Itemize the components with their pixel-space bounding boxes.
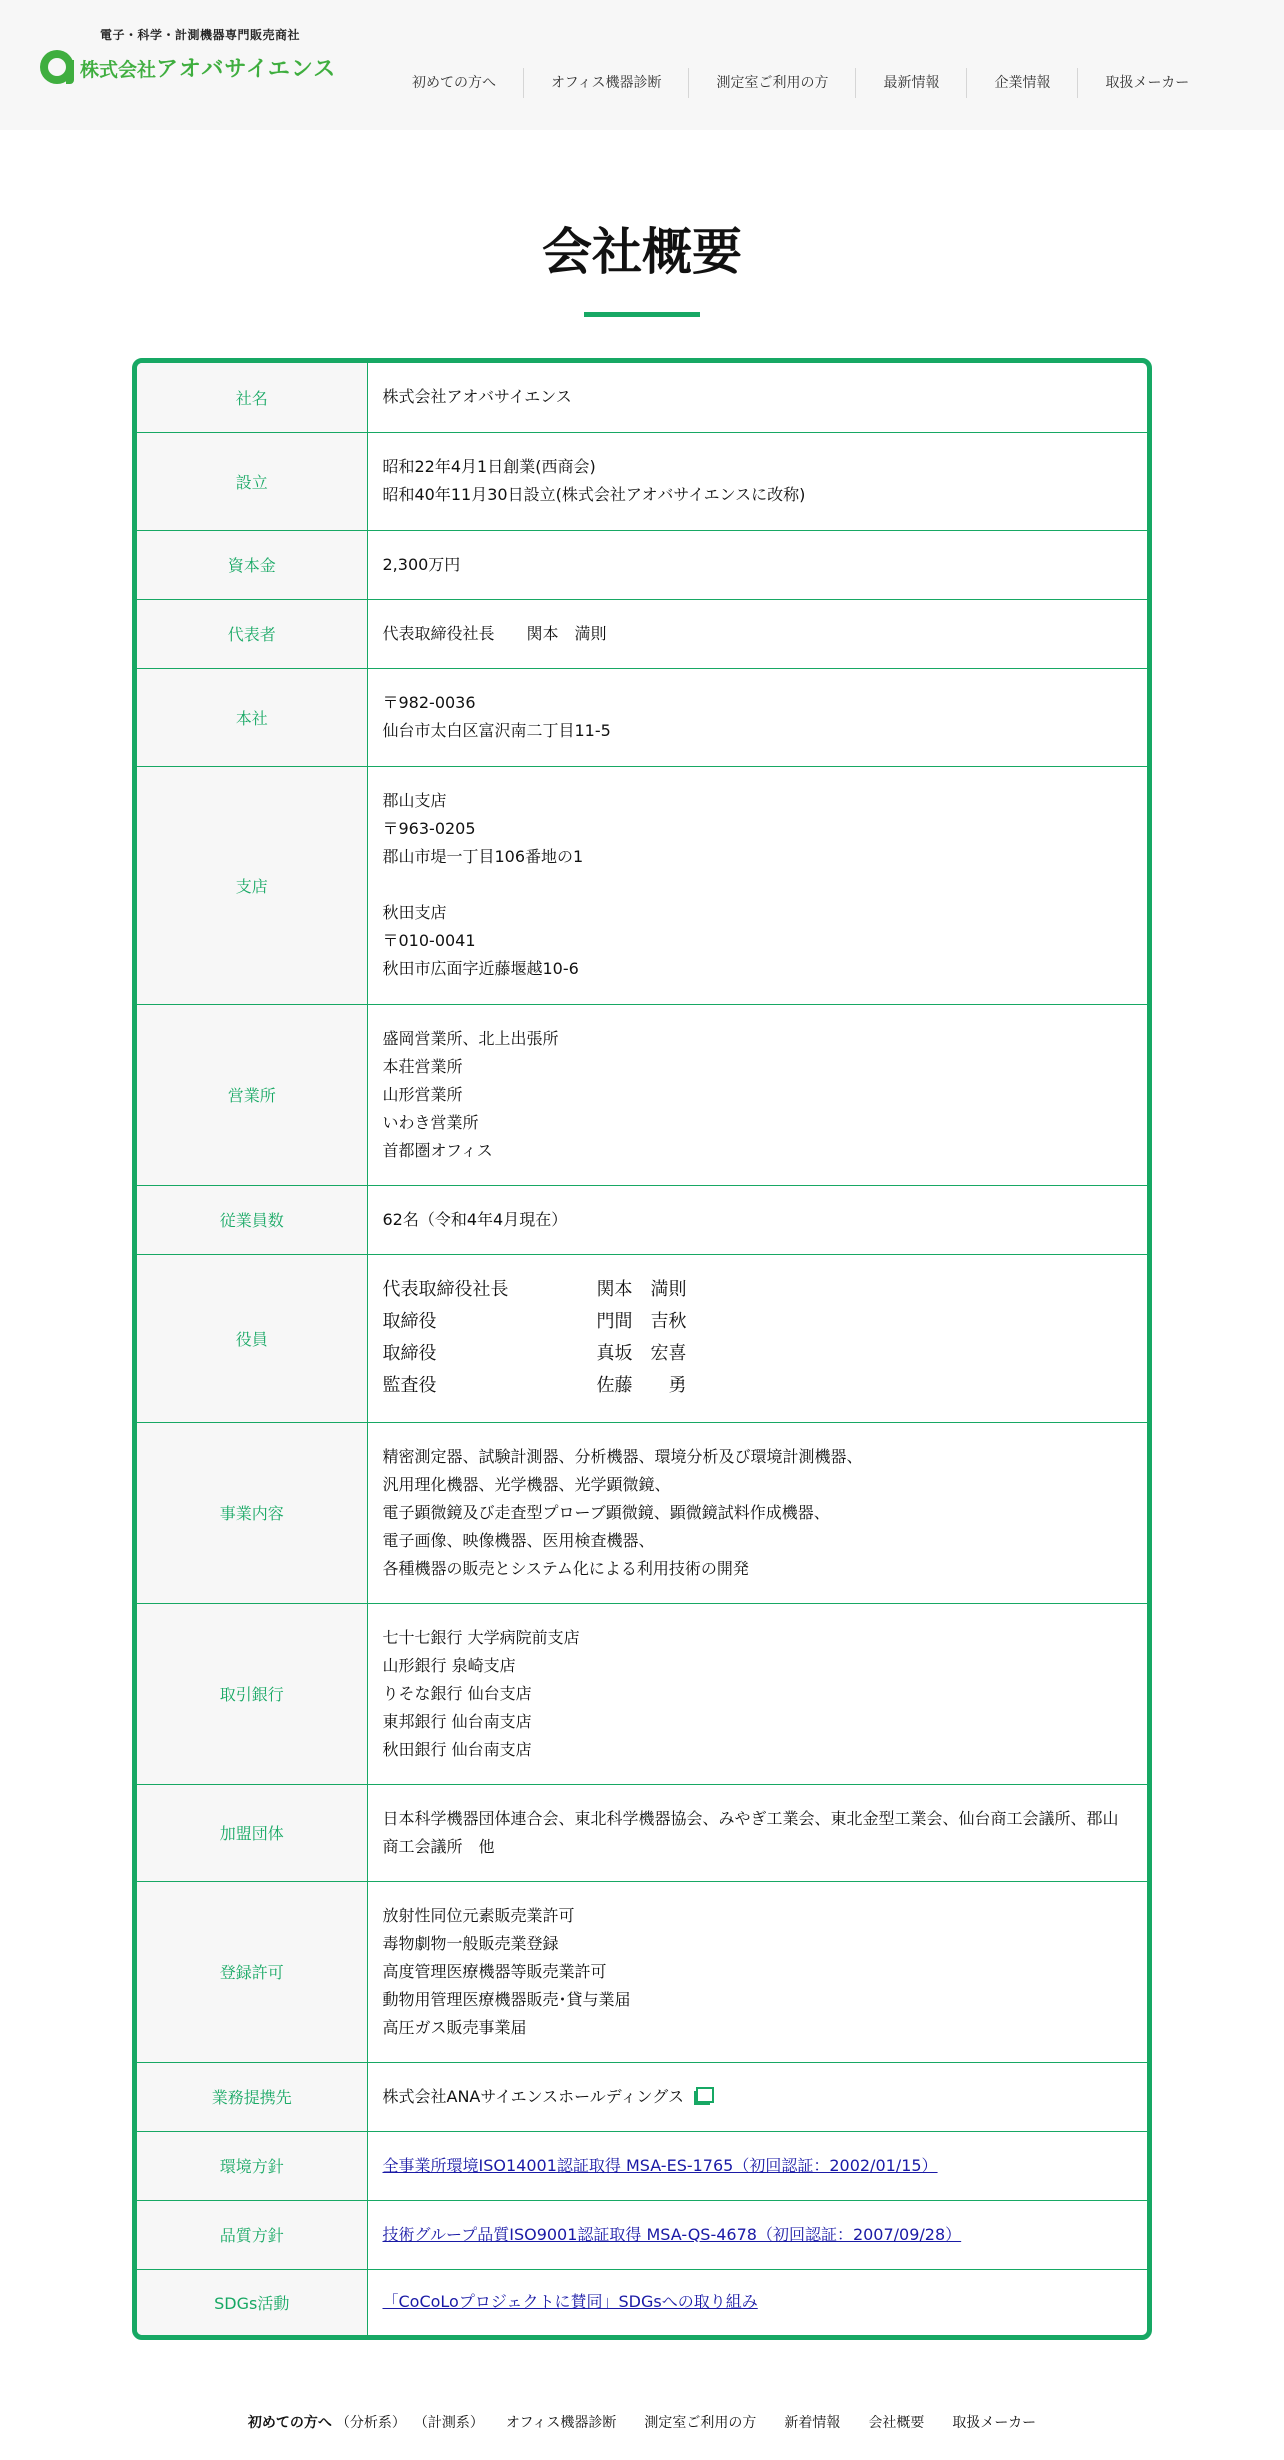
employees-value: 62名（令和4年4月現在） bbox=[382, 1209, 568, 1229]
license-line: 放射性同位元素販売業許可 bbox=[382, 1905, 575, 1925]
business-line: 電子画像、映像機器、医用検査機器、 bbox=[382, 1530, 655, 1550]
office-line: 山形営業所 bbox=[382, 1084, 463, 1104]
hq-address: 仙台市太白区富沢南二丁目11-5 bbox=[382, 721, 611, 740]
branch-line: 〒963-0205 bbox=[382, 819, 476, 838]
table-row bbox=[137, 2269, 1147, 2335]
office-line: いわき営業所 bbox=[382, 1112, 479, 1132]
office-line: 首都圏オフィス bbox=[382, 1140, 493, 1160]
row-label-sdgs: SDGs活動 bbox=[137, 2269, 367, 2335]
table-row bbox=[137, 766, 1147, 1004]
row-value-branches bbox=[367, 766, 1147, 1004]
row-label-quality: 品質方針 bbox=[137, 2200, 367, 2269]
officer-row bbox=[383, 1306, 1133, 1338]
officer-title: 代表取締役社長 bbox=[382, 1279, 509, 1300]
company-name: 株式会社アオバサイエンス bbox=[382, 387, 572, 407]
bank-line: 秋田銀行 仙台南支店 bbox=[382, 1739, 532, 1759]
license-line: 高圧ガス販売事業届 bbox=[382, 2017, 527, 2037]
branch-line: 郡山支店 bbox=[382, 791, 447, 810]
row-label-capital: 資本金 bbox=[137, 530, 367, 599]
row-label-banks: 取引銀行 bbox=[137, 1603, 367, 1784]
quality-iso-link[interactable]: 技術グループ品質ISO9001認証取得 MSA-QS-4678（初回認証：2007/09/28） bbox=[382, 2224, 962, 2244]
row-value-hq bbox=[367, 668, 1147, 766]
officer-name: 佐藤 勇 bbox=[596, 1375, 687, 1396]
founded-line: 昭和22年4月1日創業(西商会) bbox=[382, 457, 596, 476]
representative-value: 代表取締役社長 関本 満則 bbox=[382, 623, 607, 643]
nav-company[interactable]: 企業情報 bbox=[966, 68, 1077, 98]
footer-first-time[interactable]: 初めての方へ bbox=[247, 2415, 332, 2431]
table-row bbox=[137, 1422, 1147, 1603]
branch-line: 郡山市堤一丁目106番地の1 bbox=[382, 847, 584, 866]
row-value-name bbox=[367, 363, 1147, 432]
footer-nav bbox=[0, 2412, 1284, 2432]
footer-measurement-room[interactable]: 測定室ご利用の方 bbox=[644, 2415, 757, 2431]
business-line: 精密測定器、試験計測器、分析機器、環境分析及び環境計測機器、 bbox=[382, 1446, 863, 1466]
footer-company[interactable]: 会社概要 bbox=[868, 2415, 925, 2431]
partner-name: 株式会社ANAサイエンスホールディングス bbox=[382, 2086, 685, 2106]
logo-text bbox=[80, 52, 336, 83]
officer-name: 真坂 宏喜 bbox=[596, 1343, 687, 1364]
row-label-hq: 本社 bbox=[137, 668, 367, 766]
table-row bbox=[137, 432, 1147, 530]
row-value-offices bbox=[367, 1004, 1147, 1185]
license-line: 動物用管理医療機器販売･貸与業届 bbox=[382, 1989, 631, 2009]
logo-mark-icon bbox=[40, 50, 74, 84]
officer-title: 取締役 bbox=[382, 1343, 437, 1364]
table-row bbox=[137, 1603, 1147, 1784]
branch-line: 〒010-0041 bbox=[382, 931, 476, 950]
table-row bbox=[137, 2200, 1147, 2269]
row-value-associations bbox=[367, 1784, 1147, 1881]
bank-line: りそな銀行 仙台支店 bbox=[382, 1683, 532, 1703]
logo-name: アオバサイエンス bbox=[156, 56, 337, 82]
row-label-associations: 加盟団体 bbox=[137, 1784, 367, 1881]
logo-prefix: 株式会社 bbox=[80, 58, 157, 81]
row-value-banks bbox=[367, 1603, 1147, 1784]
footer-makers[interactable]: 取扱メーカー bbox=[952, 2415, 1037, 2431]
row-value-founded bbox=[367, 432, 1147, 530]
row-value-capital bbox=[367, 530, 1147, 599]
row-value-representative bbox=[367, 599, 1147, 668]
office-line: 本荘営業所 bbox=[382, 1056, 463, 1076]
row-label-officers: 役員 bbox=[137, 1254, 367, 1422]
officer-name: 門間 吉秋 bbox=[596, 1311, 687, 1332]
row-label-founded: 設立 bbox=[137, 432, 367, 530]
office-line: 盛岡営業所、北上出張所 bbox=[382, 1028, 559, 1048]
officer-row bbox=[383, 1274, 1133, 1306]
officer-row bbox=[383, 1338, 1133, 1370]
row-label-offices: 営業所 bbox=[137, 1004, 367, 1185]
table-row bbox=[137, 2062, 1147, 2131]
table-row bbox=[137, 2131, 1147, 2200]
footer-news[interactable]: 新着情報 bbox=[784, 2415, 841, 2431]
bank-line: 東邦銀行 仙台南支店 bbox=[382, 1711, 532, 1731]
row-label-environment: 環境方針 bbox=[137, 2131, 367, 2200]
table-row bbox=[137, 1881, 1147, 2062]
external-link-icon[interactable] bbox=[694, 2087, 714, 2105]
row-value-licenses bbox=[367, 1881, 1147, 2062]
nav-news[interactable]: 最新情報 bbox=[855, 68, 966, 98]
page-title: 会社概要 bbox=[542, 223, 742, 281]
officer-title: 監査役 bbox=[382, 1375, 437, 1396]
officer-title: 取締役 bbox=[382, 1311, 437, 1332]
bank-line: 山形銀行 泉崎支店 bbox=[382, 1655, 516, 1675]
table-row bbox=[137, 599, 1147, 668]
officer-row bbox=[383, 1370, 1133, 1402]
table-row bbox=[137, 363, 1147, 432]
hq-postal: 〒982-0036 bbox=[382, 693, 476, 712]
license-line: 毒物劇物一般販売業登録 bbox=[382, 1933, 559, 1953]
site-logo[interactable] bbox=[40, 50, 336, 84]
row-label-name: 社名 bbox=[137, 363, 367, 432]
row-value-sdgs bbox=[367, 2269, 1147, 2335]
table-row bbox=[137, 1004, 1147, 1185]
row-label-partner: 業務提携先 bbox=[137, 2062, 367, 2131]
branch-line: 秋田支店 bbox=[382, 903, 447, 922]
table-row bbox=[137, 530, 1147, 599]
row-value-employees bbox=[367, 1185, 1147, 1254]
table-row bbox=[137, 1254, 1147, 1422]
row-label-branches: 支店 bbox=[137, 766, 367, 1004]
title-underline bbox=[584, 312, 700, 317]
bank-line: 七十七銀行 大学病院前支店 bbox=[382, 1627, 580, 1647]
row-value-quality bbox=[367, 2200, 1147, 2269]
footer-first-time-measurement[interactable]: （計測系） bbox=[413, 2415, 484, 2431]
officer-name: 関本 満則 bbox=[596, 1279, 687, 1300]
sdgs-link[interactable]: 「CoCoLoプロジェクトに賛同」SDGsへの取り組み bbox=[382, 2292, 758, 2312]
table-row bbox=[137, 668, 1147, 766]
row-value-business bbox=[367, 1422, 1147, 1603]
company-overview-table bbox=[132, 358, 1152, 2340]
table-row bbox=[137, 1784, 1147, 1881]
branch-line: 秋田市広面字近藤堰越10-6 bbox=[382, 959, 579, 978]
nav-measurement-room[interactable]: 測定室ご利用の方 bbox=[688, 68, 855, 98]
environment-iso-link[interactable]: 全事業所環境ISO14001認証取得 MSA-ES-1765（初回認証：2002/01/15） bbox=[382, 2155, 938, 2175]
logo-tagline: 電子・科学・計測機器専門販売商社 bbox=[100, 28, 301, 42]
row-label-business: 事業内容 bbox=[137, 1422, 367, 1603]
nav-makers[interactable]: 取扱メーカー bbox=[1077, 68, 1216, 98]
footer-office-diagnosis[interactable]: オフィス機器診断 bbox=[505, 2415, 617, 2431]
nav-office-diagnosis[interactable]: オフィス機器診断 bbox=[523, 68, 688, 98]
business-line: 各種機器の販売とシステム化による利用技術の開発 bbox=[382, 1558, 749, 1578]
branch-spacer bbox=[383, 871, 1133, 899]
business-line: 電子顕微鏡及び走査型プローブ顕微鏡、顕微鏡試料作成機器、 bbox=[382, 1502, 830, 1522]
nav-first-time[interactable]: 初めての方へ bbox=[412, 75, 496, 91]
table-row bbox=[137, 1185, 1147, 1254]
row-value-environment bbox=[367, 2131, 1147, 2200]
footer-first-time-analysis[interactable]: （分析系） bbox=[335, 2415, 406, 2431]
founded-line: 昭和40年11月30日設立(株式会社アオバサイエンスに改称) bbox=[382, 485, 806, 504]
row-value-officers bbox=[367, 1254, 1147, 1422]
license-line: 高度管理医療機器等販売業許可 bbox=[382, 1961, 607, 1981]
main-nav bbox=[385, 68, 1216, 98]
row-label-representative: 代表者 bbox=[137, 599, 367, 668]
site-header bbox=[0, 0, 1284, 130]
row-label-employees: 従業員数 bbox=[137, 1185, 367, 1254]
capital-value: 2,300万円 bbox=[382, 554, 461, 574]
row-label-licenses: 登録許可 bbox=[137, 1881, 367, 2062]
associations-text: 日本科学機器団体連合会、東北科学機器協会、みやぎ工業会、東北金型工業会、仙台商工会議所、郡山商工会議所 他 bbox=[382, 1808, 1119, 1856]
business-line: 汎用理化機器、光学機器、光学顕微鏡、 bbox=[382, 1474, 671, 1494]
row-value-partner bbox=[367, 2062, 1147, 2131]
